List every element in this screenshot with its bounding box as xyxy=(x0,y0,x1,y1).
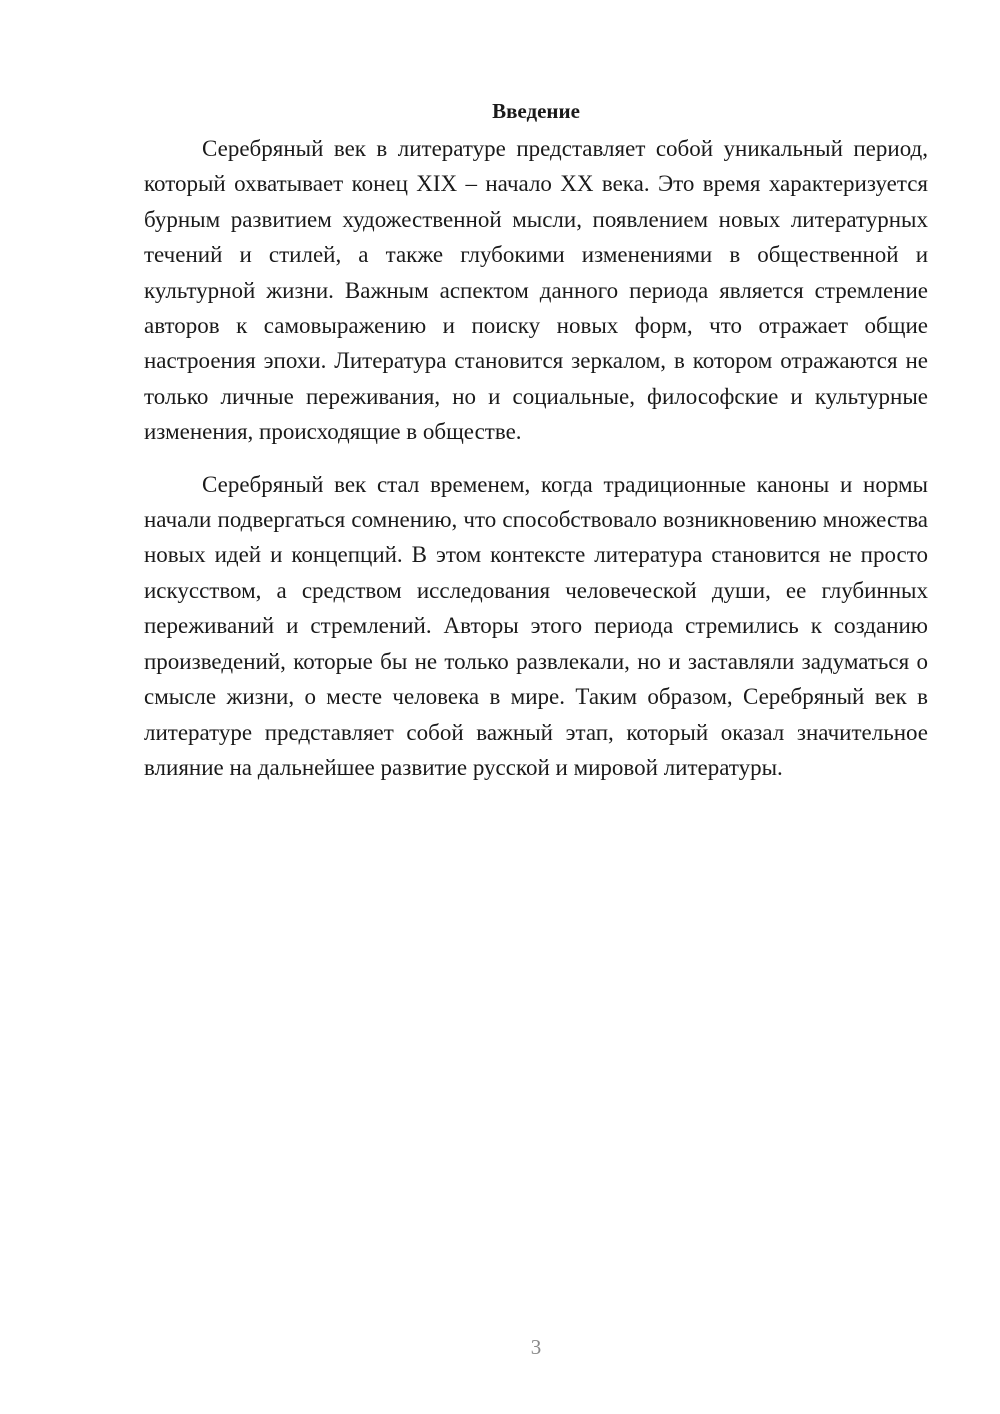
section-heading: Введение xyxy=(492,99,580,123)
paragraph-2: Серебряный век стал временем, когда традиционные каноны и нормы начали подвергаться сомнению, что способствовало возникновению множества новых идей и концепций. В этом контексте литература становится не просто искусством, а средством исследования человеческой души, ее глубинных переживаний и стремлений. Авторы этого периода стремились к созданию произведений, которые бы не только развлекали, но и заставляли задуматься о смысле жизни, о месте человека в мире. Таким образом, Серебряный век в литературе представляет собой важный этап, который оказал значительное влияние на дальнейшее развитие русской и мировой литературы. xyxy=(144,471,928,780)
page-number: 3 xyxy=(530,1335,542,1359)
page-body xyxy=(144,96,928,785)
paragraph-1: Серебряный век в литературе представляет собой уникальный период, который охватывает конец XIX – начало XX века. Это время характеризуется бурным развитием художественной мысли, появлением новых литературных течений и стилей, а также глубокими изменениями в общественной и культурной жизни. Важным аспектом данного периода является стремление авторов к самовыражению и поиску новых форм, что отражает общие настроения эпохи. Литература становится зеркалом, в котором отражаются не только личные переживания, но и социальные, философские и культурные изменения, происходящие в обществе. xyxy=(144,136,928,445)
